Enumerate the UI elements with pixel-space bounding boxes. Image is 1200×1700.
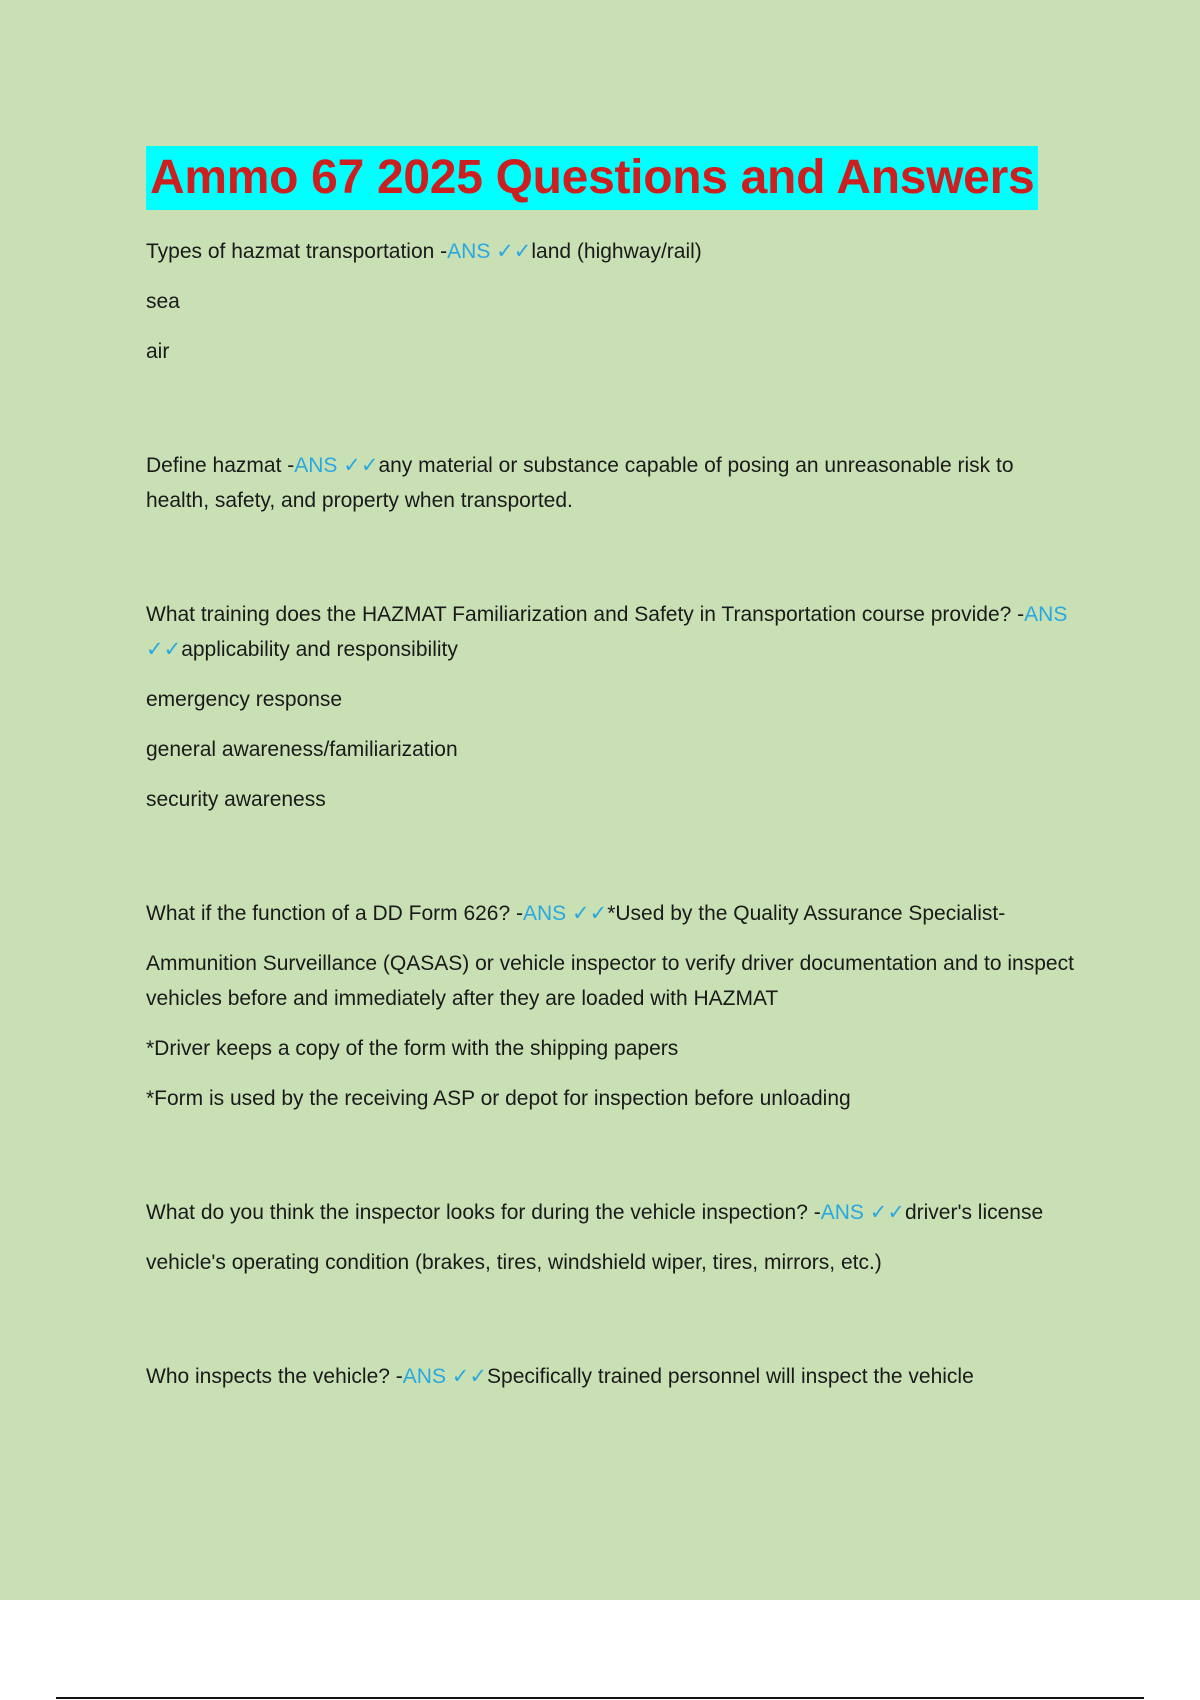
answer-text: *Used by the Quality Assurance Specialist- xyxy=(607,902,1006,925)
question-text: Who inspects the vehicle? - xyxy=(146,1365,403,1388)
answer-text: land (highway/rail) xyxy=(531,240,702,263)
footer-divider xyxy=(56,1697,1144,1699)
qa-question-line xyxy=(146,1195,1076,1230)
qa-item xyxy=(146,448,1076,518)
qa-item xyxy=(146,234,1076,369)
answer-line: Ammunition Surveillance (QASAS) or vehicle inspector to verify driver documentation and to inspect vehicles before and immediately after they are loaded with HAZMAT xyxy=(146,952,1074,1010)
answer-marker: ANS ✓✓ xyxy=(294,454,379,477)
answer-line: general awareness/familiarization xyxy=(146,738,458,761)
question-text: What training does the HAZMAT Familiarization and Safety in Transportation course provide? - xyxy=(146,603,1025,626)
qa-question-line xyxy=(146,234,1076,269)
qa-question-line xyxy=(146,597,1076,667)
qa-item xyxy=(146,896,1076,1116)
answer-line: security awareness xyxy=(146,788,326,811)
answer-text: driver's license xyxy=(904,1201,1044,1224)
answer-line: vehicle's operating condition (brakes, tires, windshield wiper, tires, mirrors, etc.) xyxy=(146,1251,882,1274)
answer-line: sea xyxy=(146,290,180,313)
question-text: What if the function of a DD Form 626? - xyxy=(146,902,523,925)
qa-item xyxy=(146,1359,1076,1394)
answer-marker: ANS ✓✓ xyxy=(523,902,608,925)
answer-marker: ANS ✓✓ xyxy=(820,1201,905,1224)
answer-marker: ANS ✓✓ xyxy=(447,240,532,263)
question-text: Types of hazmat transportation - xyxy=(146,240,448,263)
answer-marker: ANS ✓✓ xyxy=(402,1365,488,1388)
answer-line: *Form is used by the receiving ASP or depot for inspection before unloading xyxy=(146,1087,851,1110)
qa-question-line xyxy=(146,1359,1076,1394)
answer-text: applicability and responsibility xyxy=(181,638,458,661)
qa-item xyxy=(146,1195,1076,1280)
answer-text: any material or substance capable of posing an unreasonable risk to health, safety, and property when transported. xyxy=(146,454,1014,512)
page-title: Ammo 67 2025 Questions and Answers xyxy=(146,146,1038,210)
answer-line: emergency response xyxy=(146,688,343,711)
question-text: What do you think the inspector looks for during the vehicle inspection? - xyxy=(146,1201,821,1224)
document-content xyxy=(146,146,1076,1394)
answer-line: *Driver keeps a copy of the form with the shipping papers xyxy=(146,1037,679,1060)
qa-item xyxy=(146,597,1076,817)
answer-line: air xyxy=(146,340,170,363)
qa-question-line xyxy=(146,448,1076,518)
question-text: Define hazmat - xyxy=(146,454,295,477)
answer-marker: ANS ✓✓ xyxy=(146,603,1068,661)
answer-text: Specifically trained personnel will inspect the vehicle xyxy=(487,1365,974,1388)
qa-question-line xyxy=(146,896,1076,931)
